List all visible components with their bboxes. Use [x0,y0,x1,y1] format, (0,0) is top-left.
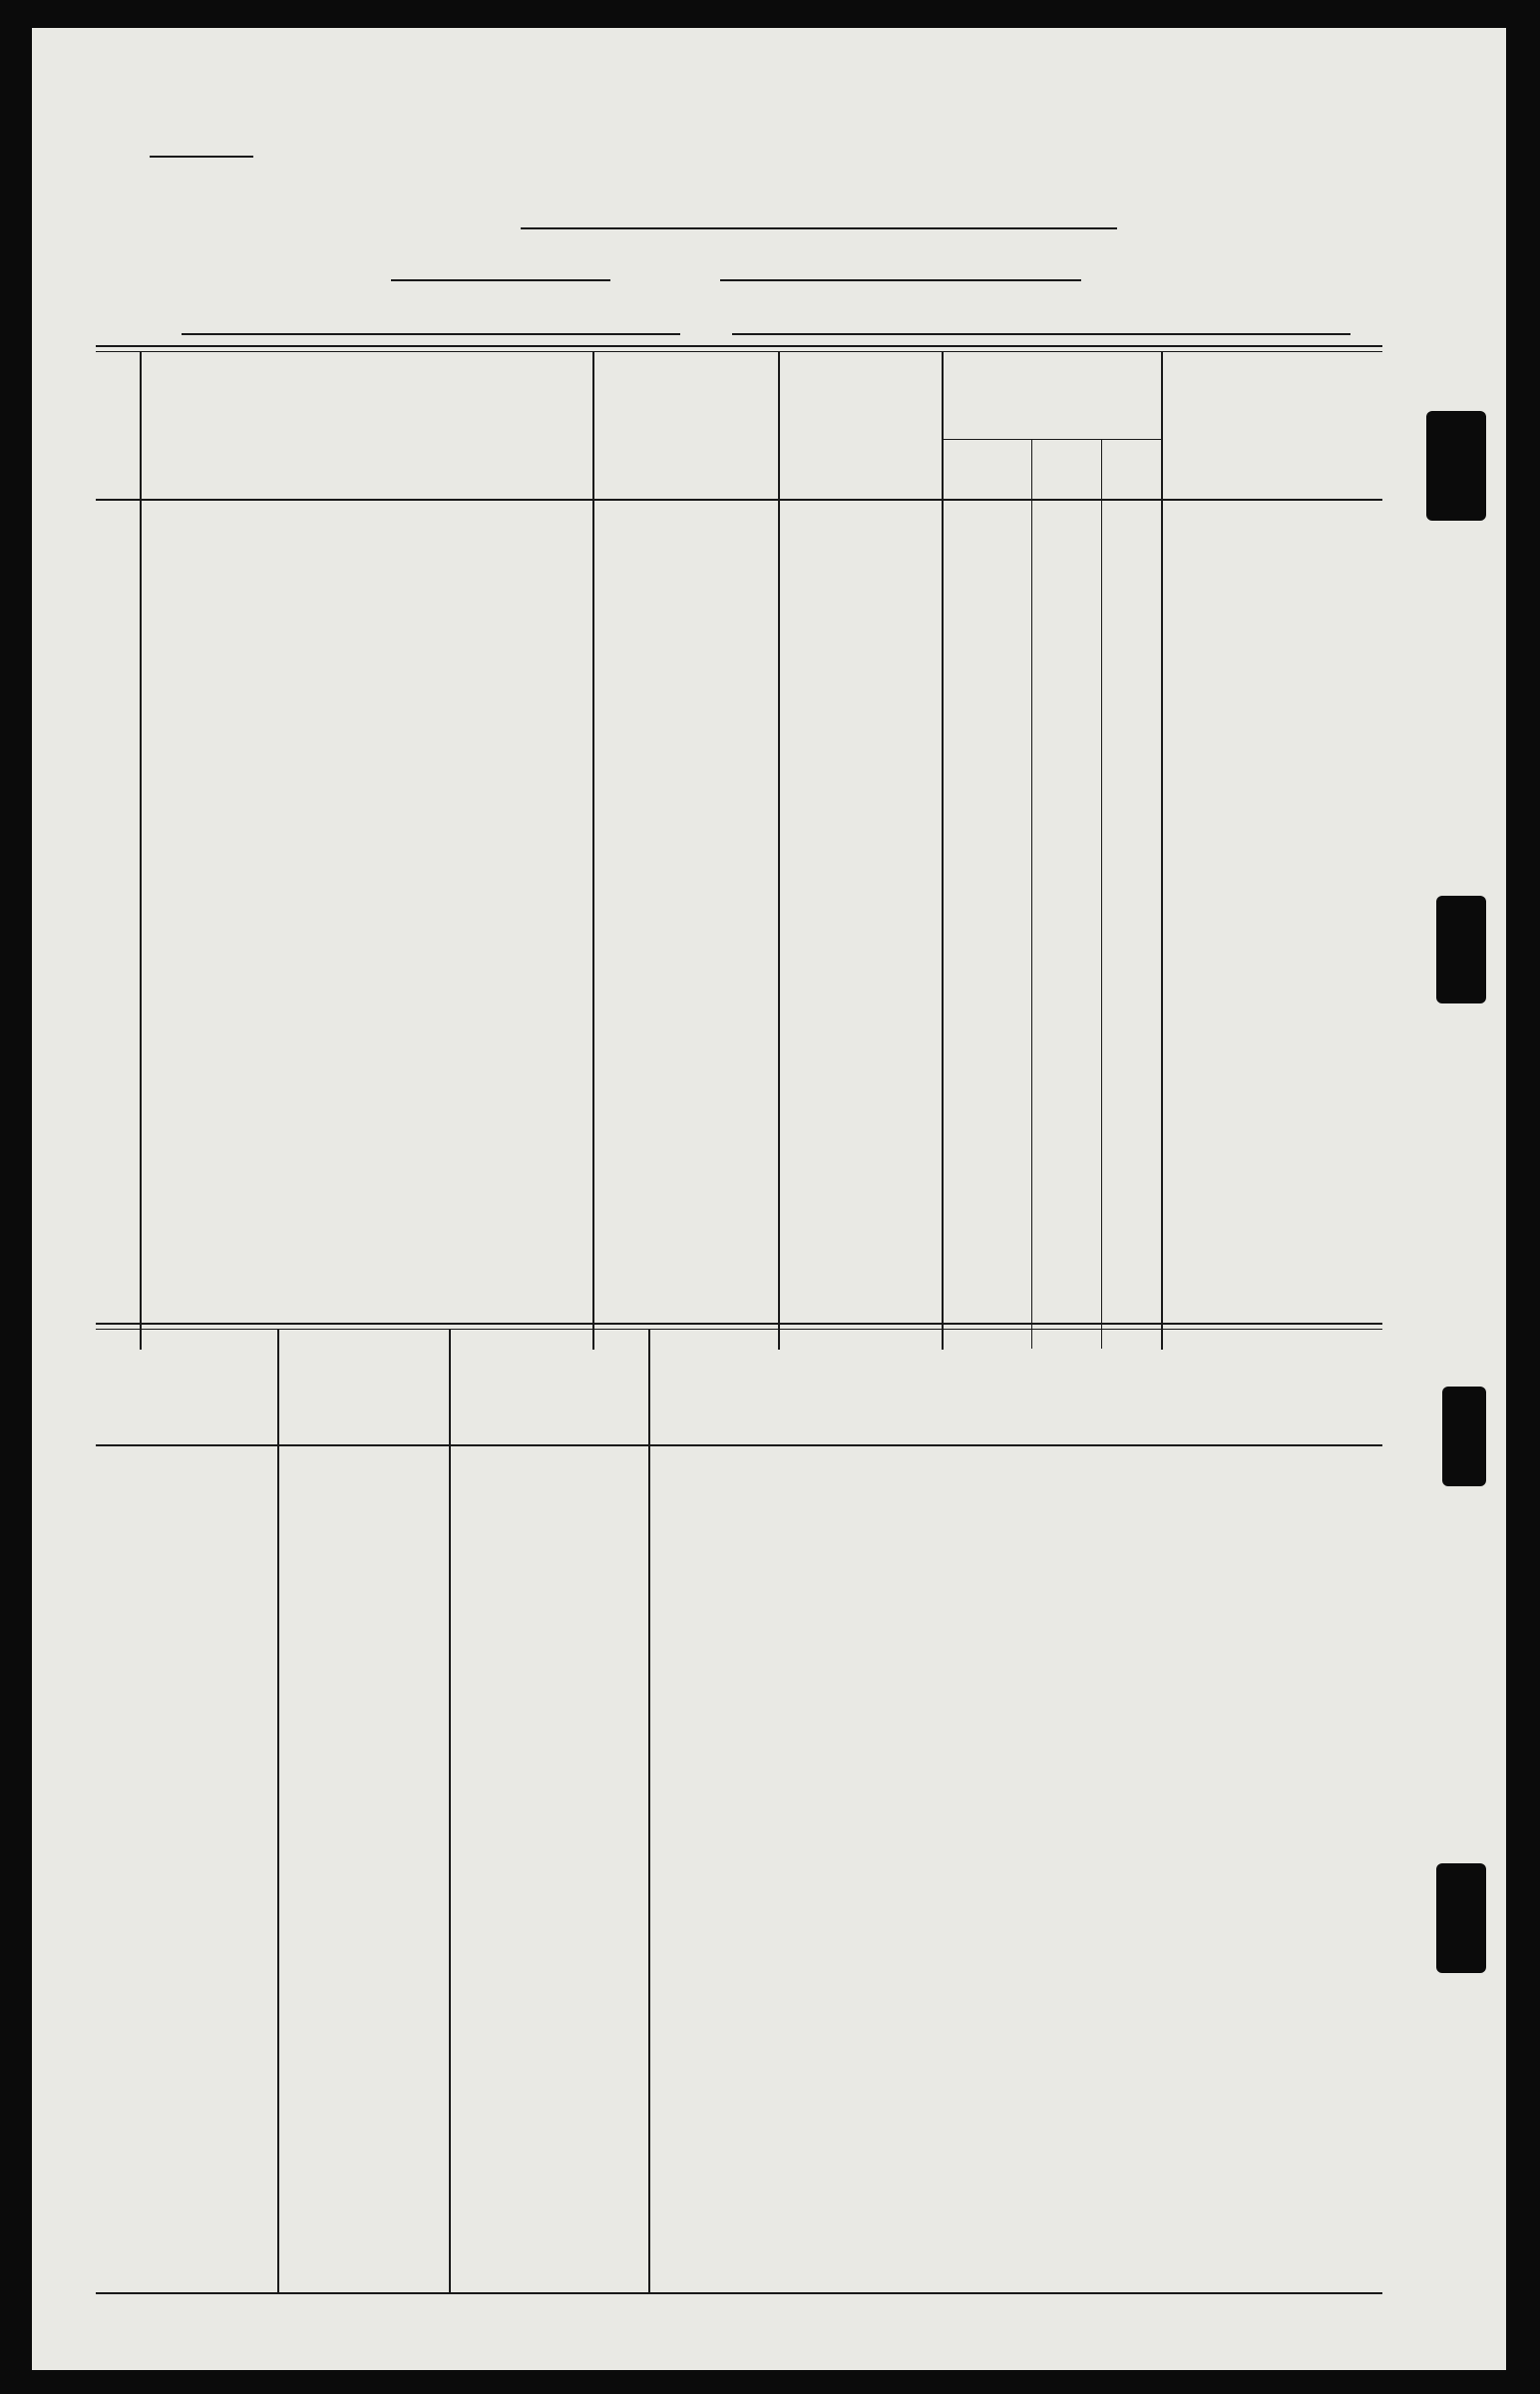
binder-hole-1 [1426,411,1486,521]
binder-hole-2 [1436,896,1486,1003]
col9-header [654,1343,1376,1355]
binder-hole-3 [1442,1387,1486,1486]
col7-header [279,1343,449,1351]
col2-header [594,367,778,391]
document-sheet [32,28,1506,2370]
col5-header [1163,367,1382,405]
col4-header [944,367,1161,391]
col8-header [451,1343,648,1367]
col3-header [780,367,942,405]
col6-header [98,1343,277,1371]
col1-header [142,367,592,391]
binder-hole-4 [1436,1863,1486,1973]
